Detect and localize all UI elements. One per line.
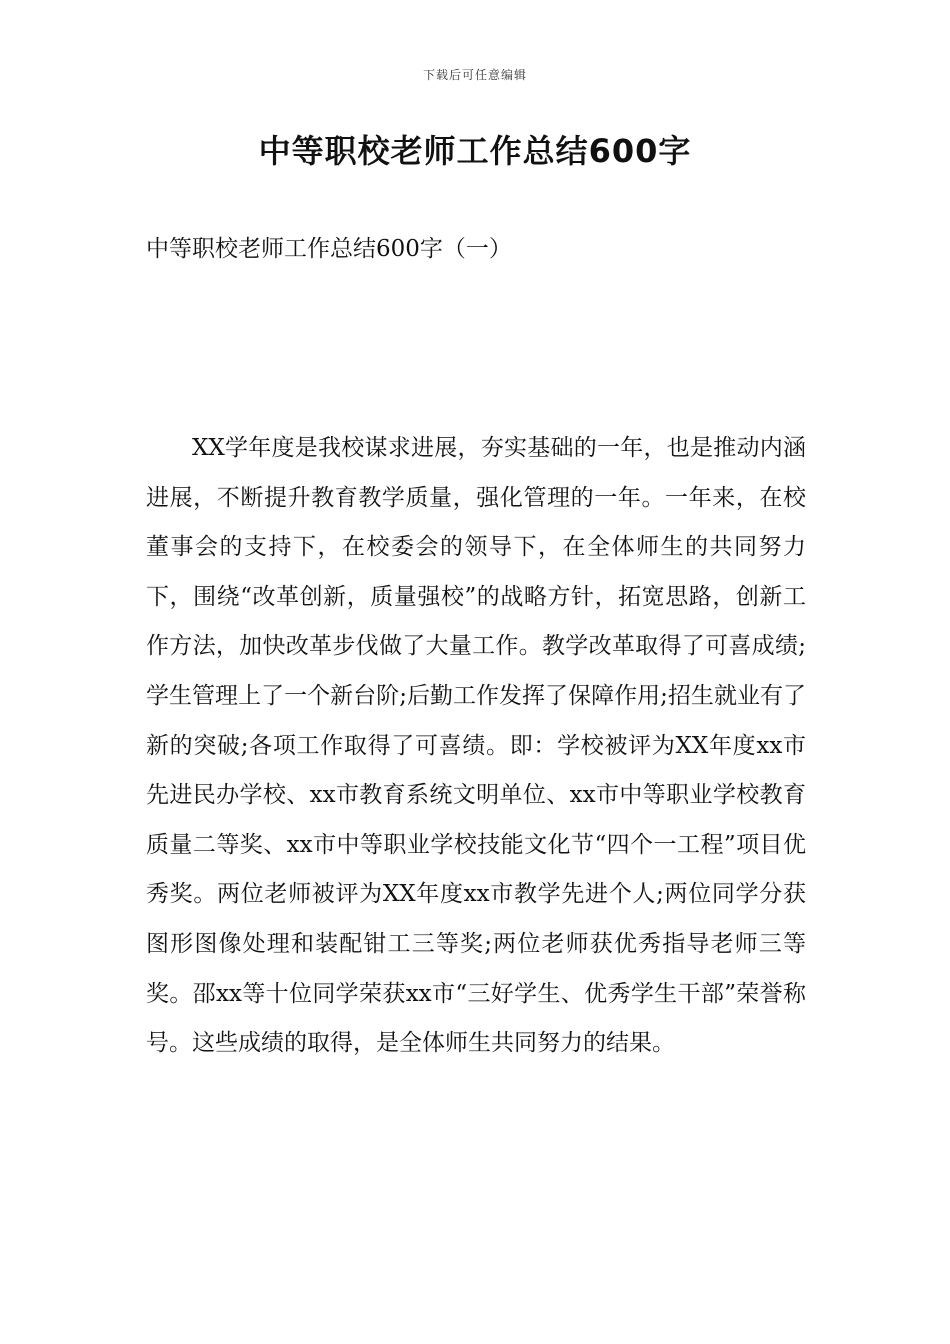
page-header-note: 下载后可任意编辑 <box>422 68 527 82</box>
document-title: 中等职校老师工作总结600字 <box>258 132 692 170</box>
section-heading: 中等职校老师工作总结600字（一） <box>146 236 512 262</box>
body-paragraph: XX学年度是我校谋求进展，夯实基础的一年，也是推动内涵进展，不断提升教育教学质量，强化管理的一年。一年来，在校董事会的支持下，在校委会的领导下，在全体师生的共同努力下，围绕“改革创新，质量强校”的战略方针，拓宽思路，创新工作方法，加快改革步伐做了大量工作。教学改革取得了可喜成绩;学生管理上了一个新台阶;后勤工作发挥了保障作用;招生就业有了新的突破;各项工作取得了可喜绩。即：学校被评为XX年度xx市先进民办学校、xx市教育系统文明单位、xx市中等职业学校教育质量二等奖、xx市中等职业学校技能文化节“四个一工程”项目优秀奖。两位老师被评为XX年度xx市教学先进个人;两位同学分获图形图像处理和装配钳工三等奖;两位老师获优秀指导老师三等奖。邵xx等十位同学荣获xx市“三好学生、优秀学生干部”荣誉称号。这些成绩的取得，是全体师生共同努力的结果。 <box>146 435 806 1057</box>
